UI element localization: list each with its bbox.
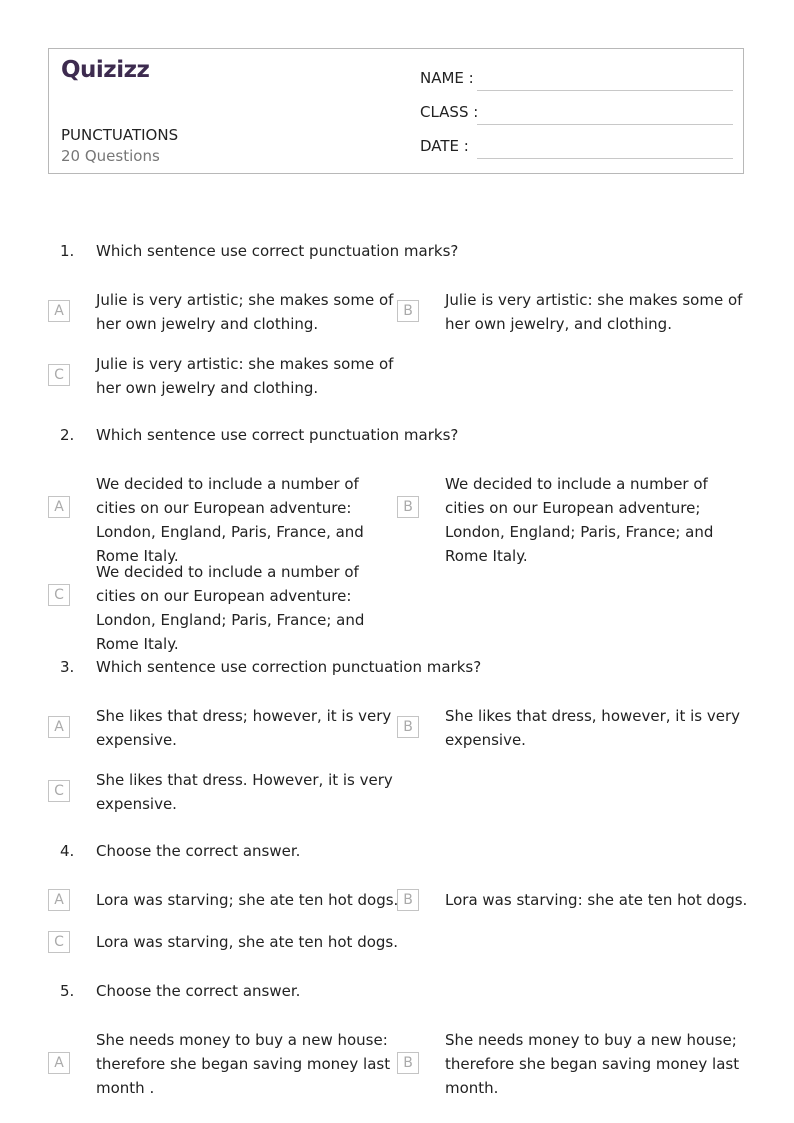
option-a-box[interactable]: A — [48, 496, 70, 518]
worksheet-header — [48, 48, 744, 174]
question-text: Which sentence use correct punctuation marks? — [96, 426, 459, 444]
option-c-box[interactable]: C — [48, 584, 70, 606]
option-c-text: She likes that dress. However, it is very expensive. — [96, 771, 393, 813]
date-label: DATE : — [420, 137, 469, 155]
option-a-text: She needs money to buy a new house: therefore she began saving money last month . — [96, 1031, 391, 1097]
date-line — [477, 158, 733, 159]
question-count: 20 Questions — [61, 147, 160, 165]
question-number: 3. — [60, 658, 75, 676]
class-line — [477, 124, 733, 125]
option-b-text: Julie is very artistic: she makes some of her own jewelry, and clothing. — [445, 291, 743, 333]
option-b-box[interactable]: B — [397, 300, 419, 322]
option-a-text: She likes that dress; however, it is very expensive. — [96, 707, 392, 749]
option-b-text: She likes that dress, however, it is very expensive. — [445, 707, 741, 749]
question-number: 1. — [60, 242, 75, 260]
option-b-box[interactable]: B — [397, 716, 419, 738]
name-line — [477, 90, 733, 91]
question-text: Choose the correct answer. — [96, 982, 301, 1000]
name-field[interactable] — [420, 69, 733, 89]
question-text: Which sentence use correction punctuation marks? — [96, 658, 482, 676]
option-c-text: Julie is very artistic: she makes some of her own jewelry and clothing. — [96, 355, 394, 397]
option-a-box[interactable]: A — [48, 300, 70, 322]
option-a-text: Julie is very artistic; she makes some of her own jewelry and clothing. — [96, 291, 394, 333]
quizizz-logo: Quizizz — [61, 57, 150, 83]
option-b-box[interactable]: B — [397, 496, 419, 518]
question-text: Which sentence use correct punctuation marks? — [96, 242, 459, 260]
option-c-box[interactable]: C — [48, 931, 70, 953]
worksheet-title: PUNCTUATIONS — [61, 126, 179, 144]
name-label: NAME : — [420, 69, 474, 87]
option-c-text: Lora was starving, she ate ten hot dogs. — [96, 933, 399, 951]
option-a-box[interactable]: A — [48, 889, 70, 911]
question-number: 5. — [60, 982, 75, 1000]
question-number: 4. — [60, 842, 75, 860]
option-c-text: We decided to include a number of cities on our European adventure: London, England; Paris, France; and Rome Italy. — [96, 563, 365, 653]
option-b-box[interactable]: B — [397, 1052, 419, 1074]
option-b-text: Lora was starving: she ate ten hot dogs. — [445, 891, 748, 909]
class-field[interactable] — [420, 103, 733, 123]
date-field[interactable] — [420, 137, 733, 157]
option-a-text: We decided to include a number of cities on our European adventure: London, England, Paris, France, and Rome Italy. — [96, 475, 364, 565]
option-b-text: We decided to include a number of cities on our European adventure; London, England; Paris, France; and Rome Italy. — [445, 475, 714, 565]
option-b-text: She needs money to buy a new house; therefore she began saving money last month. — [445, 1031, 740, 1097]
class-label: CLASS : — [420, 103, 479, 121]
option-a-box[interactable]: A — [48, 1052, 70, 1074]
question-text: Choose the correct answer. — [96, 842, 301, 860]
option-c-box[interactable]: C — [48, 780, 70, 802]
option-a-box[interactable]: A — [48, 716, 70, 738]
option-b-box[interactable]: B — [397, 889, 419, 911]
option-c-box[interactable]: C — [48, 364, 70, 386]
question-number: 2. — [60, 426, 75, 444]
option-a-text: Lora was starving; she ate ten hot dogs. — [96, 891, 399, 909]
